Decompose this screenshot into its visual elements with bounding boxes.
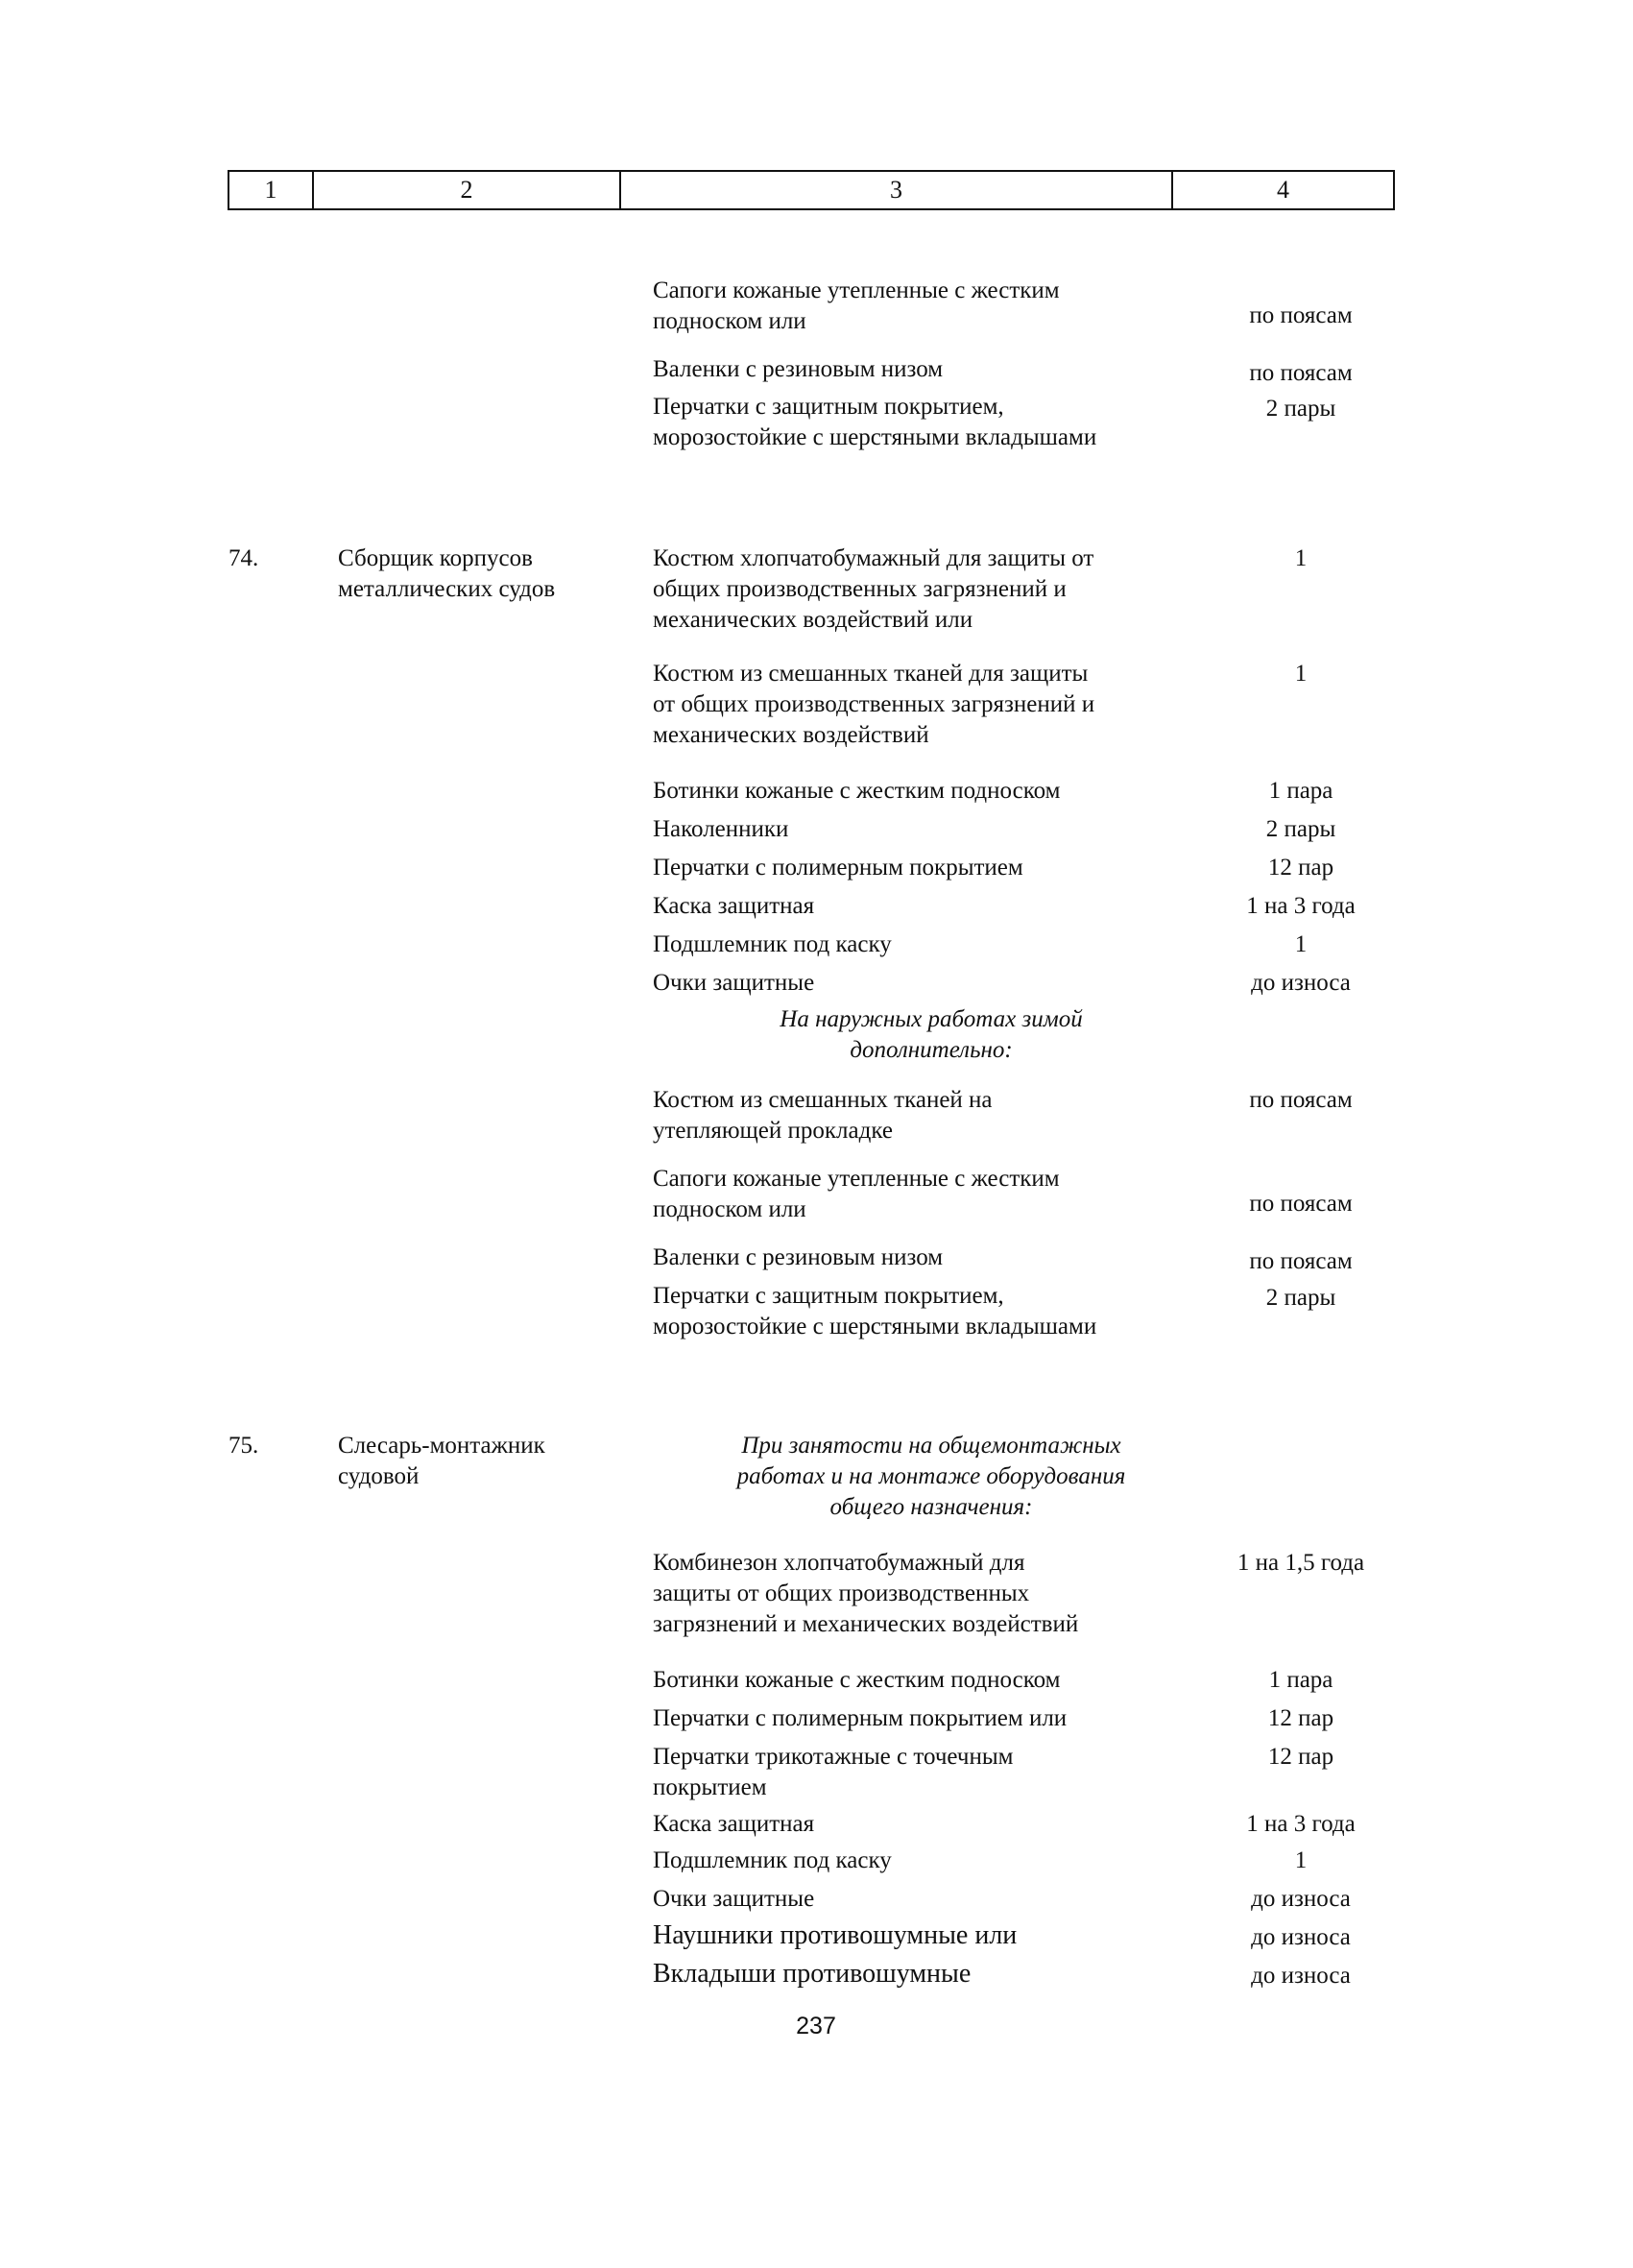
item-name: Валенки с резиновым низом: [653, 356, 944, 382]
item-quantity: по поясам: [1249, 360, 1353, 386]
item-name: механических воздействий или: [653, 607, 973, 633]
item-quantity: 1: [1294, 661, 1308, 687]
item-quantity: 12 пар: [1267, 1744, 1334, 1770]
item-name: механических воздействий: [653, 722, 929, 748]
item-quantity: 2 пары: [1265, 1285, 1336, 1311]
item-name: Наушники противошумные или: [653, 1920, 1018, 1950]
section-note: общего назначения:: [829, 1494, 1033, 1520]
profession-name: металлических судов: [338, 576, 556, 602]
entry-number: 75.: [228, 1433, 259, 1459]
column-header-1: 1: [229, 172, 314, 208]
item-name: Комбинезон хлопчатобумажный для: [653, 1550, 1025, 1576]
item-name: Подшлемник под каску: [653, 1847, 892, 1873]
item-name: Перчатки трикотажные с точечным: [653, 1744, 1014, 1770]
item-name: утепляющей прокладке: [653, 1118, 893, 1144]
profession-name: Слесарь-монтажник: [338, 1433, 545, 1459]
item-name: Вкладыши противошумные: [653, 1959, 972, 1989]
column-header-3: 3: [621, 172, 1173, 208]
item-quantity: по поясам: [1249, 1191, 1353, 1217]
item-name: покрытием: [653, 1774, 767, 1800]
column-header-row: [228, 170, 1395, 210]
entry-number: 74.: [228, 545, 259, 571]
item-name: загрязнений и механических воздействий: [653, 1611, 1079, 1637]
item-name: Подшлемник под каску: [653, 931, 892, 957]
item-name: Очки защитные: [653, 970, 815, 996]
item-quantity: по поясам: [1249, 302, 1353, 328]
column-header-4: 4: [1277, 176, 1289, 204]
section-note: На наружных работах зимой: [780, 1006, 1083, 1032]
item-name: Каска защитная: [653, 1811, 815, 1837]
item-name: Очки защитные: [653, 1886, 815, 1912]
section-note: работах и на монтаже оборудования: [736, 1463, 1126, 1489]
item-quantity: по поясам: [1249, 1248, 1353, 1274]
item-quantity: 1 на 3 года: [1246, 893, 1356, 919]
item-quantity: до износа: [1251, 1886, 1351, 1912]
section-note: При занятости на общемонтажных: [741, 1433, 1121, 1459]
item-name: защиты от общих производственных: [653, 1580, 1030, 1606]
item-name: Сапоги кожаные утепленные с жестким: [653, 1166, 1060, 1192]
item-name: Сапоги кожаные утепленные с жестким: [653, 277, 1060, 303]
item-quantity: 12 пар: [1267, 1705, 1334, 1731]
item-name: морозостойкие с шерстяными вкладышами: [653, 424, 1097, 450]
item-quantity: 1: [1294, 545, 1308, 571]
item-name: Каска защитная: [653, 893, 815, 919]
profession-name: Сборщик корпусов: [338, 545, 533, 571]
item-quantity: 1: [1294, 1847, 1308, 1873]
item-name: Валенки с резиновым низом: [653, 1244, 944, 1270]
item-name: подноском или: [653, 308, 806, 334]
column-header-2: 2: [314, 172, 621, 208]
item-quantity: 2 пары: [1265, 816, 1336, 842]
item-quantity: до износа: [1251, 1924, 1351, 1950]
item-name: Перчатки с защитным покрытием,: [653, 394, 1004, 420]
item-quantity: 1 пара: [1268, 778, 1333, 804]
item-quantity: 1: [1294, 931, 1308, 957]
item-quantity: 12 пар: [1267, 855, 1334, 881]
item-name: Костюм из смешанных тканей для защиты: [653, 661, 1089, 687]
item-name: Наколенники: [653, 816, 789, 842]
item-name: морозостойкие с шерстяными вкладышами: [653, 1314, 1097, 1339]
item-name: от общих производственных загрязнений и: [653, 691, 1095, 717]
item-quantity: по поясам: [1249, 1087, 1353, 1113]
item-name: Ботинки кожаные с жестким подноском: [653, 778, 1061, 804]
item-quantity: 1 на 3 года: [1246, 1811, 1356, 1837]
item-name: Костюм из смешанных тканей на: [653, 1087, 993, 1113]
item-name: общих производственных загрязнений и: [653, 576, 1067, 602]
item-quantity: до износа: [1251, 1963, 1351, 1989]
item-name: Перчатки с защитным покрытием,: [653, 1283, 1004, 1309]
section-note: дополнительно:: [850, 1037, 1013, 1063]
item-name: Ботинки кожаные с жестким подноском: [653, 1667, 1061, 1693]
item-quantity: 1 пара: [1268, 1667, 1333, 1693]
item-name: Перчатки с полимерным покрытием или: [653, 1705, 1068, 1731]
page-number: 237: [796, 2013, 836, 2039]
item-quantity: до износа: [1251, 970, 1351, 996]
item-quantity: 2 пары: [1265, 396, 1336, 422]
item-name: Перчатки с полимерным покрытием: [653, 855, 1023, 881]
item-name: Костюм хлопчатобумажный для защиты от: [653, 545, 1094, 571]
item-quantity: 1 на 1,5 года: [1237, 1550, 1365, 1576]
profession-name: судовой: [338, 1463, 420, 1489]
item-name: подноском или: [653, 1196, 806, 1222]
